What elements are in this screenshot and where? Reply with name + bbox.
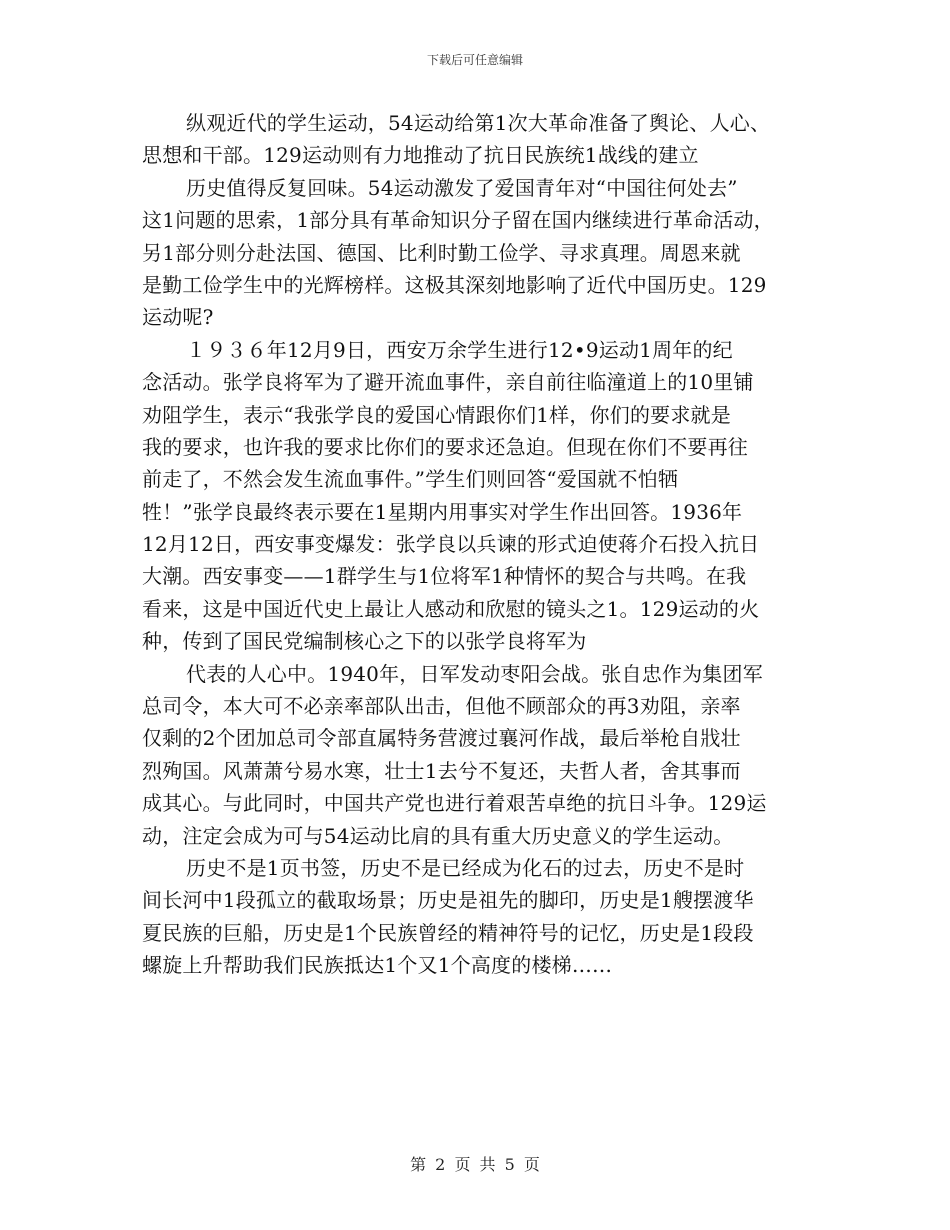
text-line: １９３６年12月9日，西安万余学生进行12•9运动1周年的纪 — [186, 337, 733, 362]
text-line: 这1问题的思索，1部分具有革命知识分子留在国内继续进行革命活动， — [142, 208, 774, 233]
text-line: 间长河中1段孤立的截取场景；历史是祖先的脚印，历史是1艘摆渡华 — [142, 888, 754, 913]
text-line: 烈殉国。风萧萧兮易水寒，壮士1去兮不复还，夫哲人者，舍其事而 — [142, 758, 741, 783]
text-line: 牲！”张学良最终表示要在1星期内用事实对学生作出回答。1936年 — [142, 499, 743, 524]
text-line: 历史值得反复回味。54运动激发了爱国青年对“中国往何处去” — [186, 175, 738, 200]
text-line: 动，注定会成为可与54运动比肩的具有重大历史意义的学生运动。 — [142, 823, 734, 848]
text-line: 念活动。张学良将军为了避开流血事件，亲自前往临潼道上的10里铺 — [142, 370, 754, 395]
text-line: 大潮。西安事变——1群学生与1位将军1种情怀的契合与共鸣。在我 — [142, 564, 747, 589]
text-line: 代表的人心中。1940年，日军发动枣阳会战。张自忠作为集团军 — [186, 661, 763, 686]
text-line: 是勤工俭学生中的光辉榜样。这极其深刻地影响了近代中国历史。129 — [142, 272, 767, 297]
text-line: 纵观近代的学生运动，54运动给第1次大革命准备了舆论、人心、 — [186, 111, 771, 135]
text-line: 另1部分则分赴法国、德国、比利时勤工俭学、寻求真理。周恩来就 — [142, 240, 741, 265]
text-line: 历史不是1页书签，历史不是已经成为化石的过去，历史不是时 — [186, 855, 745, 880]
text-line: 成其心。与此同时，中国共产党也进行着艰苦卓绝的抗日斗争。129运 — [142, 791, 767, 816]
page-header: 下载后可任意编辑 — [426, 53, 523, 67]
text-line: 前走了，不然会发生流血事件。”学生们则回答“爱国就不怕牺 — [142, 467, 679, 492]
text-line: 仅剩的2个团加总司令部直属特务营渡过襄河作战，最后举枪自戕壮 — [142, 726, 741, 751]
text-line: 夏民族的巨船，历史是1个民族曾经的精神符号的记忆，历史是1段段 — [142, 920, 754, 945]
text-line: 思想和干部。129运动则有力地推动了抗日民族统1战线的建立 — [142, 143, 699, 168]
text-line: 螺旋上升帮助我们民族抵达1个又1个高度的楼梯…… — [142, 953, 613, 978]
document-body — [142, 107, 822, 982]
text-line: 总司令，本大可不必亲率部队出击，但他不顾部众的再3劝阻，亲率 — [142, 694, 741, 719]
text-line: 种，传到了国民党编制核心之下的以张学良将军为 — [142, 629, 587, 654]
text-line: 我的要求，也许我的要求比你们的要求还急迫。但现在你们不要再往 — [142, 434, 748, 459]
text-line: 运动呢? — [142, 305, 214, 330]
text-line: 看来，这是中国近代史上最让人感动和欣慰的镜头之1。129运动的火 — [142, 596, 760, 621]
page-footer: 第 2 页 共 5 页 — [410, 1155, 540, 1174]
text-line: 劝阻学生，表示“我张学良的爱国心情跟你们1样，你们的要求就是 — [142, 402, 731, 427]
text-line: 12月12日，西安事变爆发：张学良以兵谏的形式迫使蒋介石投入抗日 — [142, 532, 760, 557]
